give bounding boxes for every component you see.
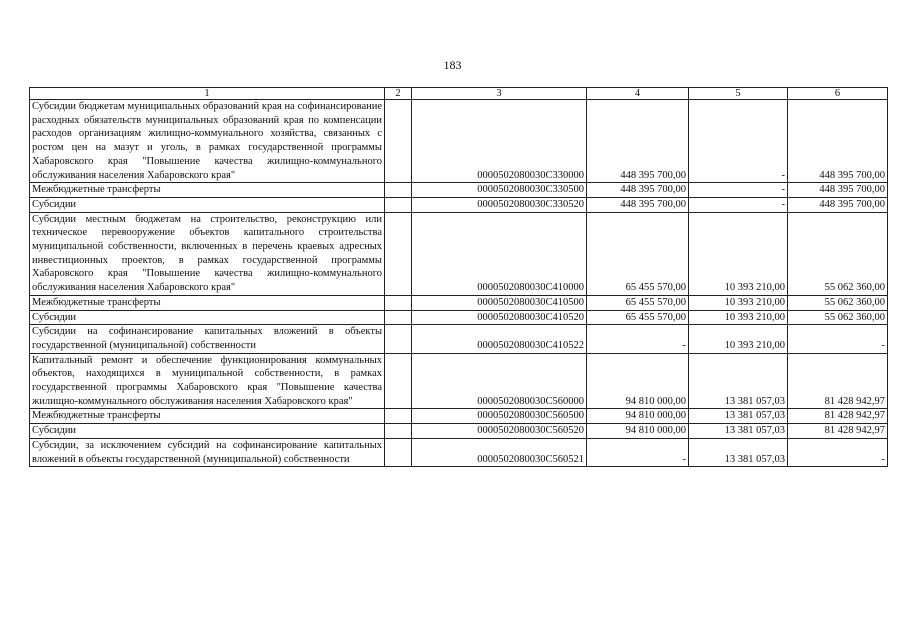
row-column-2 [385,295,412,310]
row-column-2 [385,183,412,198]
row-value-col6: - [788,325,888,353]
row-code: 0000502080030С560500 [412,409,587,424]
row-description: Субсидии, за исключением субсидий на софинансирование капитальных вложений в объекты государственной (муниципальной) собственности [30,438,385,466]
table-row [30,100,888,183]
row-code: 0000502080030С410000 [412,212,587,295]
row-value-col5: - [689,197,788,212]
row-value-col5: 10 393 210,00 [689,325,788,353]
row-code: 0000502080030С560000 [412,353,587,409]
row-value-col5: 10 393 210,00 [689,310,788,325]
row-value-col5: 13 381 057,03 [689,424,788,439]
row-value-col6: 81 428 942,97 [788,353,888,409]
row-value-col4: 65 455 570,00 [587,310,689,325]
row-value-col5: 10 393 210,00 [689,212,788,295]
column-header: 6 [788,88,888,100]
row-value-col6: 55 062 360,00 [788,212,888,295]
row-value-col6: 55 062 360,00 [788,310,888,325]
table-row [30,295,888,310]
row-column-2 [385,424,412,439]
row-code: 0000502080030С330000 [412,100,587,183]
row-column-2 [385,409,412,424]
row-code: 0000502080030С410500 [412,295,587,310]
table-row [30,183,888,198]
row-value-col4: 65 455 570,00 [587,212,689,295]
row-value-col4: 94 810 000,00 [587,353,689,409]
table-row [30,353,888,409]
row-column-2 [385,100,412,183]
row-value-col6: 81 428 942,97 [788,424,888,439]
budget-table [29,87,888,467]
row-value-col4: 448 395 700,00 [587,183,689,198]
table-row [30,409,888,424]
header-row [30,88,888,100]
row-code: 0000502080030С330500 [412,183,587,198]
row-value-col6: 448 395 700,00 [788,197,888,212]
row-column-2 [385,353,412,409]
row-description: Межбюджетные трансферты [30,409,385,424]
row-description: Субсидии бюджетам муниципальных образований края на софинансирование расходных обязательств муниципальных образований края по компенсации расходов организациям жилищно-коммунального хозяйства, связанных с ростом цен на мазут и уголь, в рамках государственной программы Хабаровского края "Повышение качества жилищно-коммунального обслуживания населения Хабаровского края" [30,100,385,183]
column-header: 5 [689,88,788,100]
row-value-col5: 10 393 210,00 [689,295,788,310]
row-description: Субсидии [30,310,385,325]
row-value-col6: 55 062 360,00 [788,295,888,310]
row-description: Субсидии [30,424,385,439]
row-value-col4: 94 810 000,00 [587,424,689,439]
row-description: Субсидии местным бюджетам на строительство, реконструкцию или техническое перевооружение объектов капитального строительства муниципальной собственности, включенных в перечень краевых адресных инвестиционных проектов, в рамках государственной программы Хабаровского края "Повышение качества жилищно-коммунального обслуживания населения Хабаровского края" [30,212,385,295]
row-column-2 [385,438,412,466]
row-value-col6: 448 395 700,00 [788,100,888,183]
row-code: 0000502080030С330520 [412,197,587,212]
table-row [30,197,888,212]
row-column-2 [385,212,412,295]
page-number: 183 [443,58,462,72]
row-value-col5: - [689,183,788,198]
row-description: Межбюджетные трансферты [30,183,385,198]
row-column-2 [385,310,412,325]
row-code: 0000502080030С410520 [412,310,587,325]
column-header: 4 [587,88,689,100]
row-column-2 [385,325,412,353]
row-value-col4: 94 810 000,00 [587,409,689,424]
table-body [30,100,888,467]
row-value-col4: - [587,438,689,466]
row-value-col5: - [689,100,788,183]
column-header: 3 [412,88,587,100]
row-value-col4: 65 455 570,00 [587,295,689,310]
row-description: Капитальный ремонт и обеспечение функционирования коммунальных объектов, находящихся в муниципальной собственности, в рамках государственной программы Хабаровского края "Повышение качества жилищно-коммунального обслуживания населения Хабаровского края" [30,353,385,409]
table-row [30,212,888,295]
table-row [30,438,888,466]
row-value-col5: 13 381 057,03 [689,438,788,466]
row-code: 0000502080030С560521 [412,438,587,466]
row-value-col4: 448 395 700,00 [587,100,689,183]
row-value-col6: - [788,438,888,466]
row-value-col4: 448 395 700,00 [587,197,689,212]
table-row [30,325,888,353]
row-description: Межбюджетные трансферты [30,295,385,310]
row-column-2 [385,197,412,212]
row-value-col6: 448 395 700,00 [788,183,888,198]
column-header: 2 [385,88,412,100]
row-value-col5: 13 381 057,03 [689,353,788,409]
table-row [30,310,888,325]
row-description: Субсидии на софинансирование капитальных вложений в объекты государственной (муниципальной) собственности [30,325,385,353]
column-header: 1 [30,88,385,100]
row-value-col5: 13 381 057,03 [689,409,788,424]
row-description: Субсидии [30,197,385,212]
row-code: 0000502080030С410522 [412,325,587,353]
row-value-col6: 81 428 942,97 [788,409,888,424]
row-value-col4: - [587,325,689,353]
row-code: 0000502080030С560520 [412,424,587,439]
table-row [30,424,888,439]
